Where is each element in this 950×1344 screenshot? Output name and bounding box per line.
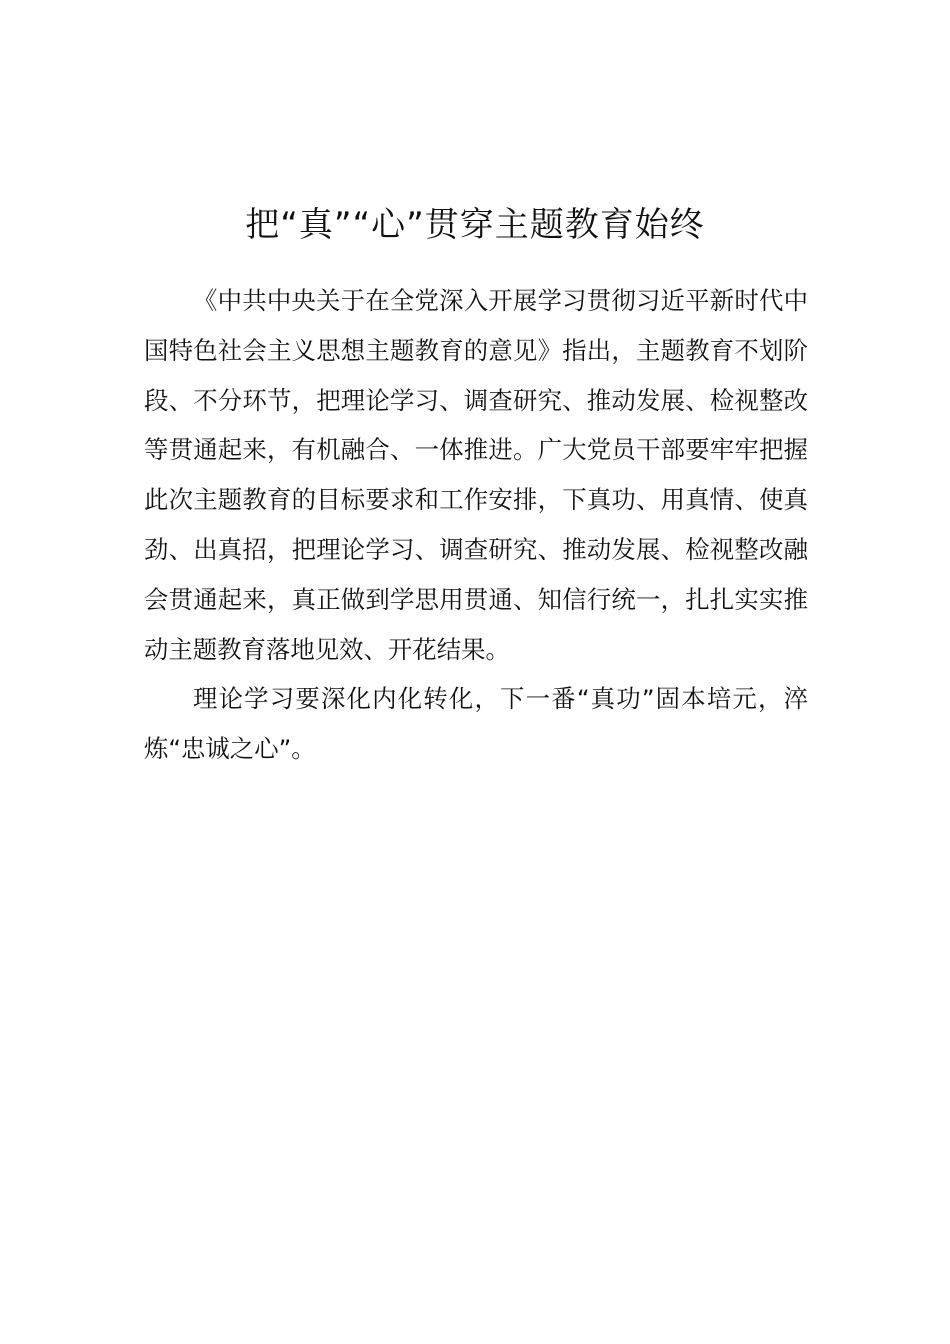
body-paragraph-1: 《中共中央关于在全党深入开展学习贯彻习近平新时代中国特色社会主义思想主题教育的意见》指出，主题教育不划阶段、不分环节，把理论学习、调查研究、推动发展、检视整改等贯通起来，有机融合、一体推进。广大党员干部要牢牢把握此次主题教育的目标要求和工作安排，下真功、用真情、使真劲、出真招，把理论学习、调查研究、推动发展、检视整改融会贯通起来，真正做到学思用贯通、知信行统一，扎扎实实推动主题教育落地见效、开花结果。 bbox=[144, 286, 808, 664]
document-body bbox=[144, 276, 808, 774]
body-paragraph-2: 理论学习要深化内化转化，下一番“真功”固本培元，淬炼“忠诚之心”。 bbox=[144, 684, 808, 764]
document-title: 把“真”“心”贯穿主题教育始终 bbox=[245, 204, 705, 245]
